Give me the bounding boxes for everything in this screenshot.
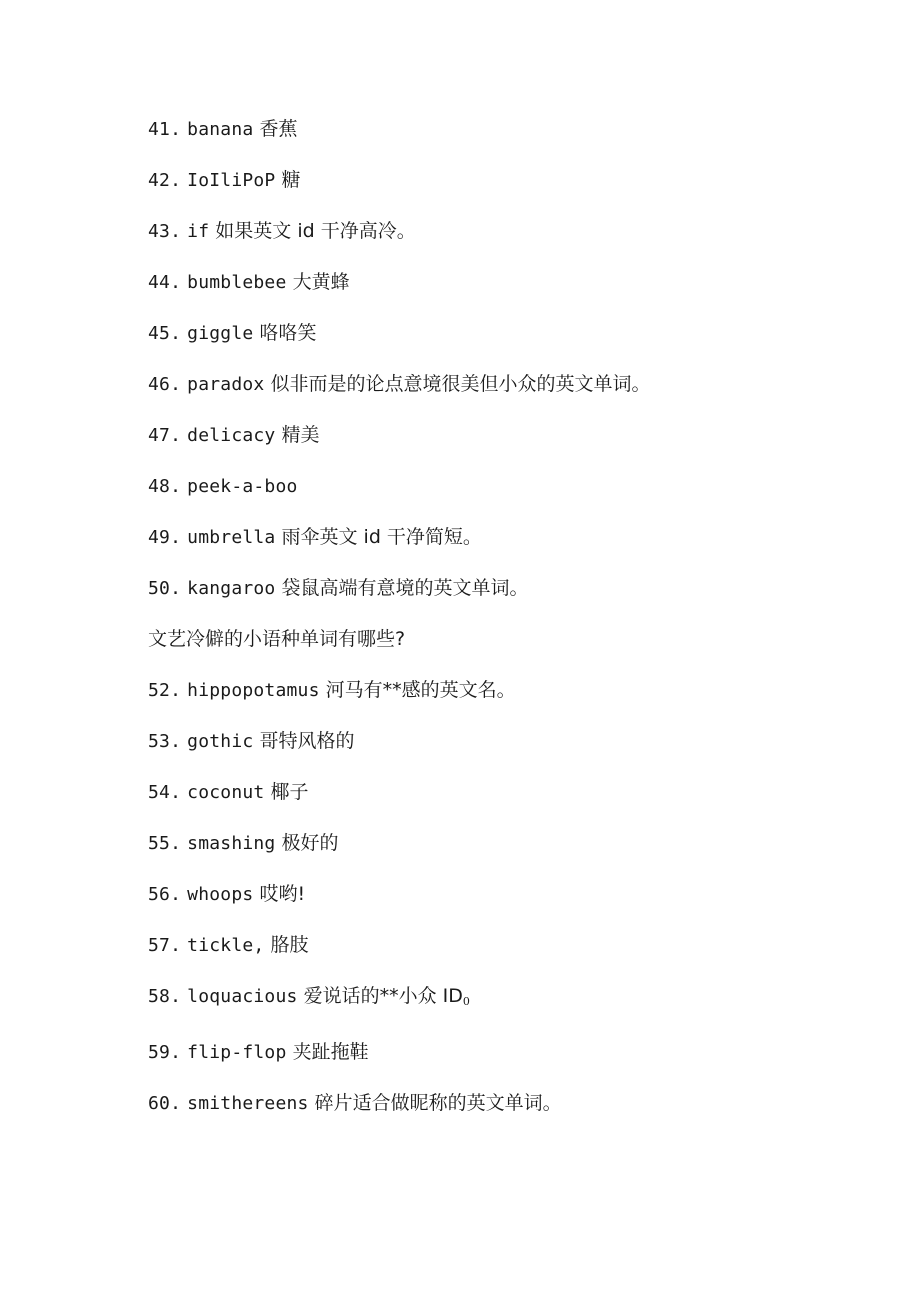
item-word: flip-flop — [187, 1042, 287, 1063]
item-number: 60. — [148, 1093, 182, 1114]
item-word: delicacy — [187, 425, 276, 446]
list-item — [148, 984, 668, 1014]
item-number: 58. — [148, 986, 182, 1007]
list-item — [148, 576, 668, 601]
list-item — [148, 882, 668, 907]
item-word: umbrella — [187, 527, 276, 548]
item-word: bumblebee — [187, 272, 287, 293]
item-number: 47. — [148, 425, 182, 446]
item-number: 50. — [148, 578, 182, 599]
item-word: loquacious — [187, 986, 298, 1007]
item-text: 精美 — [281, 424, 320, 446]
item-text: 袋鼠高端有意境的英文单词。 — [281, 577, 529, 599]
item-text: 如果英文 id 干净高冷。 — [215, 220, 416, 242]
item-word: hippopotamus — [187, 680, 320, 701]
item-word: whoops — [187, 884, 254, 905]
item-number: 45. — [148, 323, 182, 344]
list-item — [148, 168, 668, 193]
item-number: 55. — [148, 833, 182, 854]
list-item — [148, 270, 668, 295]
item-text: 咯咯笑 — [259, 322, 317, 344]
item-number: 41. — [148, 119, 182, 140]
item-number: 54. — [148, 782, 182, 803]
list-item — [148, 780, 668, 805]
item-word: kangaroo — [187, 578, 276, 599]
item-text: 河马有**感的英文名。 — [325, 679, 516, 701]
item-number: 59. — [148, 1042, 182, 1063]
item-word: giggle — [187, 323, 254, 344]
list-item — [148, 831, 668, 856]
word-list — [148, 117, 668, 1142]
list-item — [148, 678, 668, 703]
list-item — [148, 117, 668, 142]
item-word: if — [187, 221, 210, 242]
item-word: peek-a-boo — [187, 476, 298, 497]
list-item — [148, 525, 668, 550]
item-text: 哎哟! — [259, 883, 306, 905]
item-text: 大黄蜂 — [292, 271, 350, 293]
item-number: 56. — [148, 884, 182, 905]
item-word: paradox — [187, 374, 265, 395]
item-word: smashing — [187, 833, 276, 854]
list-item — [148, 1040, 668, 1065]
item-text: 雨伞英文 id 干净简短。 — [281, 526, 482, 548]
item-number: 57. — [148, 935, 182, 956]
item-word: IoIliPoP — [187, 170, 276, 191]
item-number: 53. — [148, 731, 182, 752]
item-text: 哥特风格的 — [259, 730, 355, 752]
item-number: 44. — [148, 272, 182, 293]
item-word: gothic — [187, 731, 254, 752]
item-number: 46. — [148, 374, 182, 395]
item-number: 48. — [148, 476, 182, 497]
item-word: coconut — [187, 782, 265, 803]
item-text: 香蕉 — [259, 118, 298, 140]
item-text: 胳肢 — [270, 934, 309, 956]
list-item — [148, 729, 668, 754]
list-item — [148, 219, 668, 244]
list-item — [148, 423, 668, 448]
item-text: 夹趾拖鞋 — [292, 1041, 369, 1063]
list-item — [148, 1091, 668, 1116]
item-word: banana — [187, 119, 254, 140]
list-item — [148, 933, 668, 958]
item-number: 52. — [148, 680, 182, 701]
item-word: tickle, — [187, 935, 265, 956]
item-text: 极好的 — [281, 832, 339, 854]
list-item — [148, 372, 668, 397]
item-text: 爱说话的**小众 ID — [303, 985, 463, 1007]
section-question: 文艺冷僻的小语种单词有哪些? — [148, 628, 406, 650]
item-text: 糖 — [281, 169, 301, 191]
item-text: 似非而是的论点意境很美但小众的英文单词。 — [270, 373, 651, 395]
item-text: 椰子 — [270, 781, 309, 803]
item-number: 43. — [148, 221, 182, 242]
item-word: smithereens — [187, 1093, 309, 1114]
item-number: 42. — [148, 170, 182, 191]
list-item — [148, 474, 668, 499]
item-number: 49. — [148, 527, 182, 548]
list-item — [148, 321, 668, 346]
item-text: 碎片适合做昵称的英文单词。 — [314, 1092, 562, 1114]
item-subscript: 0 — [462, 995, 470, 1008]
